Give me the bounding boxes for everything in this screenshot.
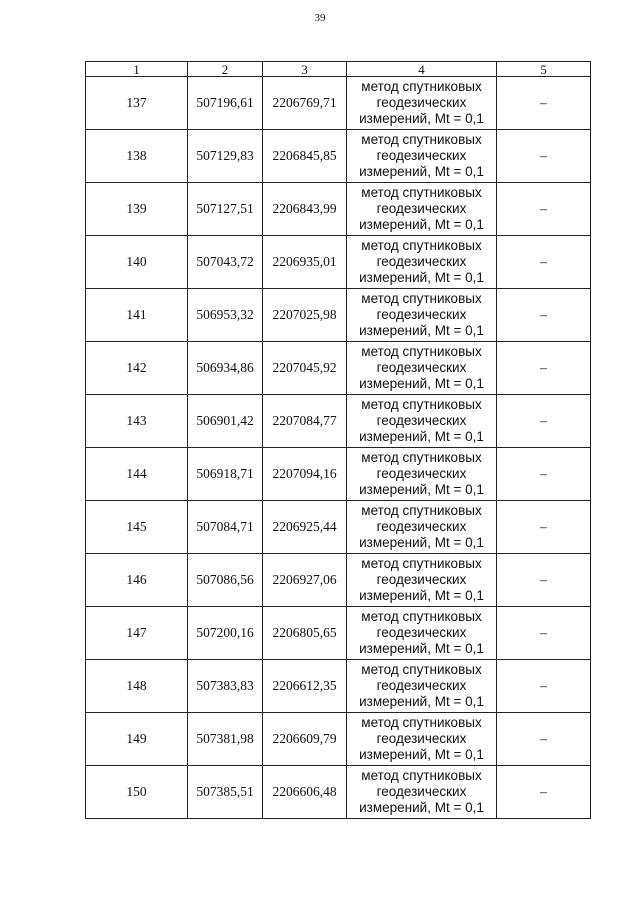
- table-row: [86, 660, 591, 713]
- x-coordinate-cell: 507200,16: [188, 607, 263, 660]
- method-line: измерений, Mt = 0,1: [359, 270, 484, 285]
- y-coordinate-cell: 2206845,85: [263, 130, 347, 183]
- method-cell: [347, 342, 497, 395]
- method-cell: [347, 289, 497, 342]
- method-line: метод спутниковых: [361, 662, 482, 677]
- method-line: метод спутниковых: [361, 715, 482, 730]
- x-coordinate-cell: 507086,56: [188, 554, 263, 607]
- method-line: метод спутниковых: [361, 238, 482, 253]
- table-row: [86, 501, 591, 554]
- y-coordinate-cell: 2207025,98: [263, 289, 347, 342]
- header-col-4: 4: [347, 62, 497, 77]
- method-line: геодезических: [376, 678, 467, 693]
- method-line: измерений, Mt = 0,1: [359, 535, 484, 550]
- method-cell: [347, 501, 497, 554]
- method-cell: [347, 713, 497, 766]
- col5-cell: –: [497, 448, 591, 501]
- point-number-cell: 137: [86, 77, 188, 130]
- point-number-cell: 140: [86, 236, 188, 289]
- point-number-cell: 144: [86, 448, 188, 501]
- table-row: [86, 448, 591, 501]
- method-line: метод спутниковых: [361, 185, 482, 200]
- table-row: [86, 183, 591, 236]
- y-coordinate-cell: 2206606,48: [263, 766, 347, 819]
- method-line: геодезических: [376, 572, 467, 587]
- y-coordinate-cell: 2207045,92: [263, 342, 347, 395]
- method-line: метод спутниковых: [361, 556, 482, 571]
- method-cell: [347, 395, 497, 448]
- page-number: 39: [314, 12, 326, 24]
- x-coordinate-cell: 507196,61: [188, 77, 263, 130]
- method-line: измерений, Mt = 0,1: [359, 588, 484, 603]
- col5-cell: –: [497, 607, 591, 660]
- x-coordinate-cell: 506934,86: [188, 342, 263, 395]
- table-row: [86, 342, 591, 395]
- col5-cell: –: [497, 395, 591, 448]
- x-coordinate-cell: 507383,83: [188, 660, 263, 713]
- y-coordinate-cell: 2206612,35: [263, 660, 347, 713]
- method-line: геодезических: [376, 625, 467, 640]
- method-line: метод спутниковых: [361, 132, 482, 147]
- point-number-cell: 145: [86, 501, 188, 554]
- header-col-3: 3: [263, 62, 347, 77]
- method-line: измерений, Mt = 0,1: [359, 376, 484, 391]
- method-cell: [347, 554, 497, 607]
- col5-cell: –: [497, 766, 591, 819]
- header-row: [86, 62, 591, 77]
- col5-cell: –: [497, 289, 591, 342]
- method-cell: [347, 607, 497, 660]
- y-coordinate-cell: 2206609,79: [263, 713, 347, 766]
- method-cell: [347, 766, 497, 819]
- point-number-cell: 138: [86, 130, 188, 183]
- point-number-cell: 149: [86, 713, 188, 766]
- col5-cell: –: [497, 77, 591, 130]
- method-line: геодезических: [376, 784, 467, 799]
- y-coordinate-cell: 2206843,99: [263, 183, 347, 236]
- table-row: [86, 713, 591, 766]
- method-cell: [347, 77, 497, 130]
- col5-cell: –: [497, 554, 591, 607]
- method-line: метод спутниковых: [361, 503, 482, 518]
- method-line: измерений, Mt = 0,1: [359, 429, 484, 444]
- y-coordinate-cell: 2206935,01: [263, 236, 347, 289]
- table-row: [86, 77, 591, 130]
- method-cell: [347, 448, 497, 501]
- point-number-cell: 147: [86, 607, 188, 660]
- table-header: [86, 62, 591, 77]
- col5-cell: –: [497, 342, 591, 395]
- method-line: геодезических: [376, 148, 467, 163]
- method-cell: [347, 236, 497, 289]
- method-line: метод спутниковых: [361, 397, 482, 412]
- x-coordinate-cell: 507129,83: [188, 130, 263, 183]
- y-coordinate-cell: 2206925,44: [263, 501, 347, 554]
- method-line: геодезических: [376, 307, 467, 322]
- y-coordinate-cell: 2207084,77: [263, 395, 347, 448]
- col5-cell: –: [497, 183, 591, 236]
- header-col-2: 2: [188, 62, 263, 77]
- method-cell: [347, 660, 497, 713]
- point-number-cell: 141: [86, 289, 188, 342]
- table-row: [86, 395, 591, 448]
- x-coordinate-cell: 507381,98: [188, 713, 263, 766]
- col5-cell: –: [497, 660, 591, 713]
- table-body: [86, 77, 591, 819]
- col5-cell: –: [497, 130, 591, 183]
- col5-cell: –: [497, 236, 591, 289]
- method-line: измерений, Mt = 0,1: [359, 323, 484, 338]
- point-number-cell: 150: [86, 766, 188, 819]
- y-coordinate-cell: 2206927,06: [263, 554, 347, 607]
- method-line: метод спутниковых: [361, 344, 482, 359]
- method-line: метод спутниковых: [361, 291, 482, 306]
- x-coordinate-cell: 507084,71: [188, 501, 263, 554]
- x-coordinate-cell: 507127,51: [188, 183, 263, 236]
- method-line: измерений, Mt = 0,1: [359, 800, 484, 815]
- method-line: геодезических: [376, 731, 467, 746]
- method-cell: [347, 130, 497, 183]
- col5-cell: –: [497, 713, 591, 766]
- x-coordinate-cell: 506953,32: [188, 289, 263, 342]
- method-line: геодезических: [376, 519, 467, 534]
- method-line: измерений, Mt = 0,1: [359, 482, 484, 497]
- y-coordinate-cell: 2207094,16: [263, 448, 347, 501]
- y-coordinate-cell: 2206805,65: [263, 607, 347, 660]
- col5-cell: –: [497, 501, 591, 554]
- table-row: [86, 130, 591, 183]
- method-line: измерений, Mt = 0,1: [359, 694, 484, 709]
- header-col-5: 5: [497, 62, 591, 77]
- point-number-cell: 146: [86, 554, 188, 607]
- method-line: метод спутниковых: [361, 768, 482, 783]
- table-row: [86, 766, 591, 819]
- method-line: метод спутниковых: [361, 609, 482, 624]
- method-line: метод спутниковых: [361, 450, 482, 465]
- coordinates-table: [85, 61, 591, 819]
- method-line: измерений, Mt = 0,1: [359, 217, 484, 232]
- method-line: геодезических: [376, 413, 467, 428]
- x-coordinate-cell: 506918,71: [188, 448, 263, 501]
- table-row: [86, 607, 591, 660]
- method-line: метод спутниковых: [361, 79, 482, 94]
- method-line: геодезических: [376, 360, 467, 375]
- point-number-cell: 148: [86, 660, 188, 713]
- point-number-cell: 139: [86, 183, 188, 236]
- x-coordinate-cell: 507043,72: [188, 236, 263, 289]
- x-coordinate-cell: 507385,51: [188, 766, 263, 819]
- method-line: измерений, Mt = 0,1: [359, 111, 484, 126]
- point-number-cell: 143: [86, 395, 188, 448]
- method-line: измерений, Mt = 0,1: [359, 747, 484, 762]
- header-col-1: 1: [86, 62, 188, 77]
- method-line: геодезических: [376, 95, 467, 110]
- method-line: измерений, Mt = 0,1: [359, 641, 484, 656]
- y-coordinate-cell: 2206769,71: [263, 77, 347, 130]
- table-row: [86, 554, 591, 607]
- table-row: [86, 289, 591, 342]
- x-coordinate-cell: 506901,42: [188, 395, 263, 448]
- method-line: измерений, Mt = 0,1: [359, 164, 484, 179]
- method-line: геодезических: [376, 466, 467, 481]
- table-row: [86, 236, 591, 289]
- point-number-cell: 142: [86, 342, 188, 395]
- method-line: геодезических: [376, 254, 467, 269]
- method-line: геодезических: [376, 201, 467, 216]
- method-cell: [347, 183, 497, 236]
